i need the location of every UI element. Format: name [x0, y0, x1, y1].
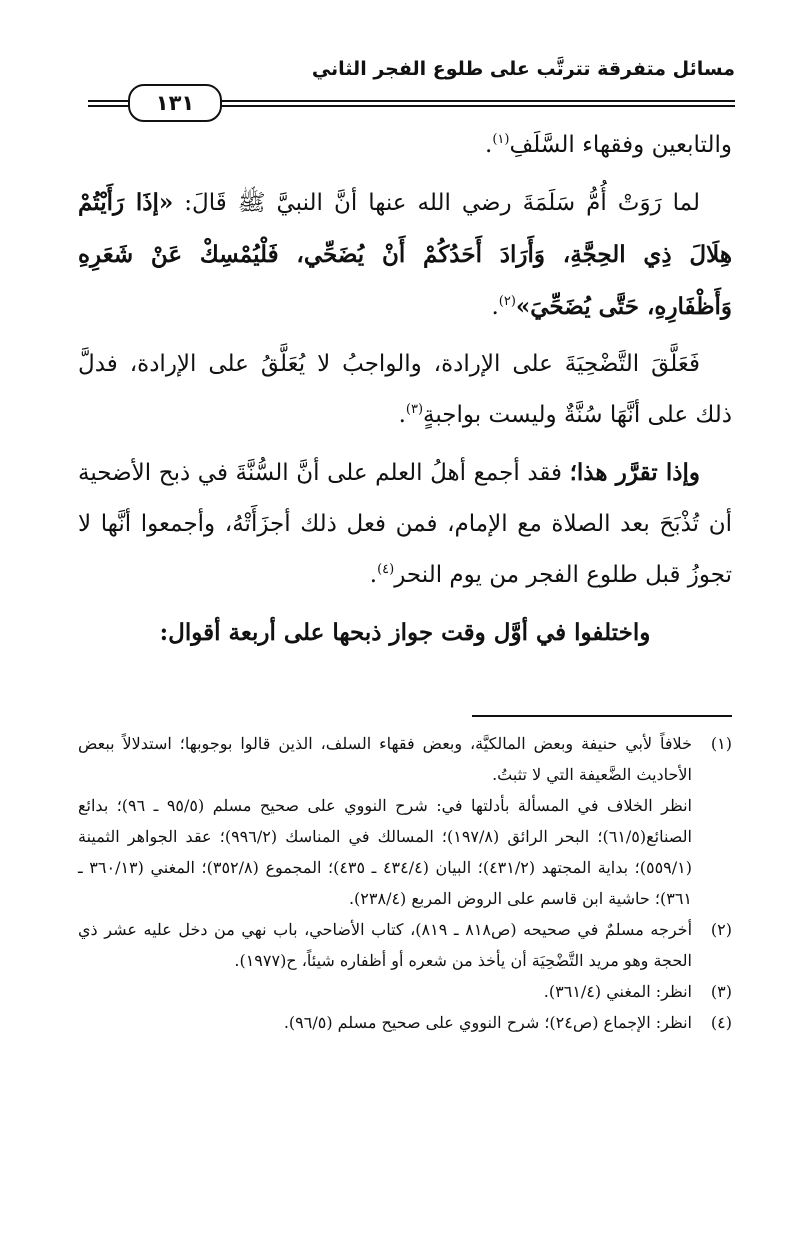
paragraph-4-end: .	[369, 562, 378, 588]
paragraph-2-end: .	[491, 294, 499, 320]
footnote-3	[78, 976, 732, 1007]
footnote-line: انظر: المغني (٣٦١/٤).	[543, 982, 692, 1001]
header-rule	[88, 84, 735, 120]
footnote-body	[78, 1007, 692, 1038]
footnote-line: انظر: الإجماع (ص٢٤)؛ شرح النووي على صحيح مسلم (٩٦/٥).	[283, 1013, 692, 1032]
paragraph-4-lead: وإذا تقرَّر هذا؛	[569, 459, 700, 486]
footnote-number: (٣)	[710, 982, 732, 1001]
footnote-line: أخرجه مسلمٌ في صحيحه (ص٨١٨ ـ ٨١٩)، كتاب الأضاحي، باب نهي من دخل عليه عشر ذي الحجة وهو مريد التَّضْحِيَة أن يأخذ من شعره أو أظفاره شيئاً، ح(١٩٧٧).	[78, 920, 693, 970]
paragraph-1-text: والتابعين وفقهاء السَّلَفِ	[509, 132, 732, 158]
paragraph-4-text: فقد أجمع أهلُ العلم على أنَّ السُّنَّةَ في ذبح الأضحية أن تُذْبَحَ بعد الصلاة مع الإمام، فمن فعل ذلك أجزَأَتْهُ، وأجمعوا أنَّها لا تجوزُ قبل طلوع الفجر من يوم النحر	[78, 460, 732, 588]
paragraph-3-text: فَعَلَّقَ التَّضْحِيَةَ على الإرادة، والواجبُ لا يُعَلَّقُ على الإرادة، فدلَّ ذلك على أنَّهَا سُنَّةٌ وليست بواجبةٍ	[78, 351, 732, 428]
footnote-line: خلافاً لأبي حنيفة وبعض المالكيَّة، وبعض فقهاء السلف، الذين قالوا بوجوبها؛ استدلالاً ببعض الأحاديث الضَّعيفة التي لا تثبتُ.	[78, 734, 692, 784]
page-number: ١٣١	[128, 84, 222, 122]
main-text	[78, 120, 732, 664]
running-title: مسائل متفرقة تترتَّب على طلوع الفجر الثاني	[311, 58, 735, 80]
footnote-separator	[472, 715, 732, 717]
footnote-ref-2[interactable]: (٢)	[498, 294, 516, 309]
footnote-ref-1[interactable]: (١)	[492, 132, 510, 147]
footnote-ref-4[interactable]: (٤)	[377, 562, 395, 577]
footnote-number: (٢)	[710, 920, 732, 939]
footnote-body	[78, 728, 692, 914]
footnote-2	[78, 914, 732, 976]
footnote-1	[78, 728, 732, 914]
footnote-line: انظر الخلاف في المسألة بأدلتها في: شرح النووي على صحيح مسلم (٩٥/٥ ـ ٩٦)؛ بدائع الصنائع(٦١/٥)؛ البحر الرائق (١٩٧/٨)؛ المسالك في المناسك (٩٩٦/٢)؛ عقد الجواهر الثمينة (٥٥٩/١)؛ بداية المجتهد (٤٣١/٢)؛ البيان (٤٣٤/٤ ـ ٤٣٥)؛ المجموع (٣٥٢/٨)؛ المغني (٣٦٠/١٣ ـ ٣٦١)؛ حاشية ابن قاسم على الروض المربع (٢٣٨/٤).	[78, 796, 693, 908]
footnote-4	[78, 1007, 732, 1038]
footnotes	[78, 728, 732, 1038]
footnote-number: (١)	[710, 734, 732, 753]
hadith-quote: «إذَا رَأَيْتُمْ هِلَالَ ذِي الحِجَّةِ، وَأَرَادَ أَحَدُكُمْ أَنْ يُضَحِّي، فَلْيُمْسِكْ عَنْ شَعَرِهِ وَأَظْفَارِهِ، حَتَّى يُضَحِّيَ»	[78, 189, 732, 320]
paragraph-3-end: .	[398, 402, 406, 428]
page-header	[88, 50, 735, 120]
footnote-number: (٤)	[710, 1013, 732, 1032]
paragraph-1-end: .	[485, 132, 493, 158]
paragraph-1	[78, 120, 732, 171]
footnote-body	[78, 914, 692, 976]
paragraph-4	[78, 447, 732, 601]
paragraph-2-intro: لما رَوَتْ أُمُّ سَلَمَةَ رضي الله عنها أنَّ النبيَّ ﷺ قَالَ:	[173, 190, 700, 216]
footnote-ref-3[interactable]: (٣)	[405, 402, 424, 417]
paragraph-2	[78, 177, 732, 333]
paragraph-3	[78, 339, 732, 441]
section-heading: واختلفوا في أوَّل وقت جواز ذبحها على أربعة أقوال:	[159, 619, 651, 646]
footnote-body	[78, 976, 692, 1007]
